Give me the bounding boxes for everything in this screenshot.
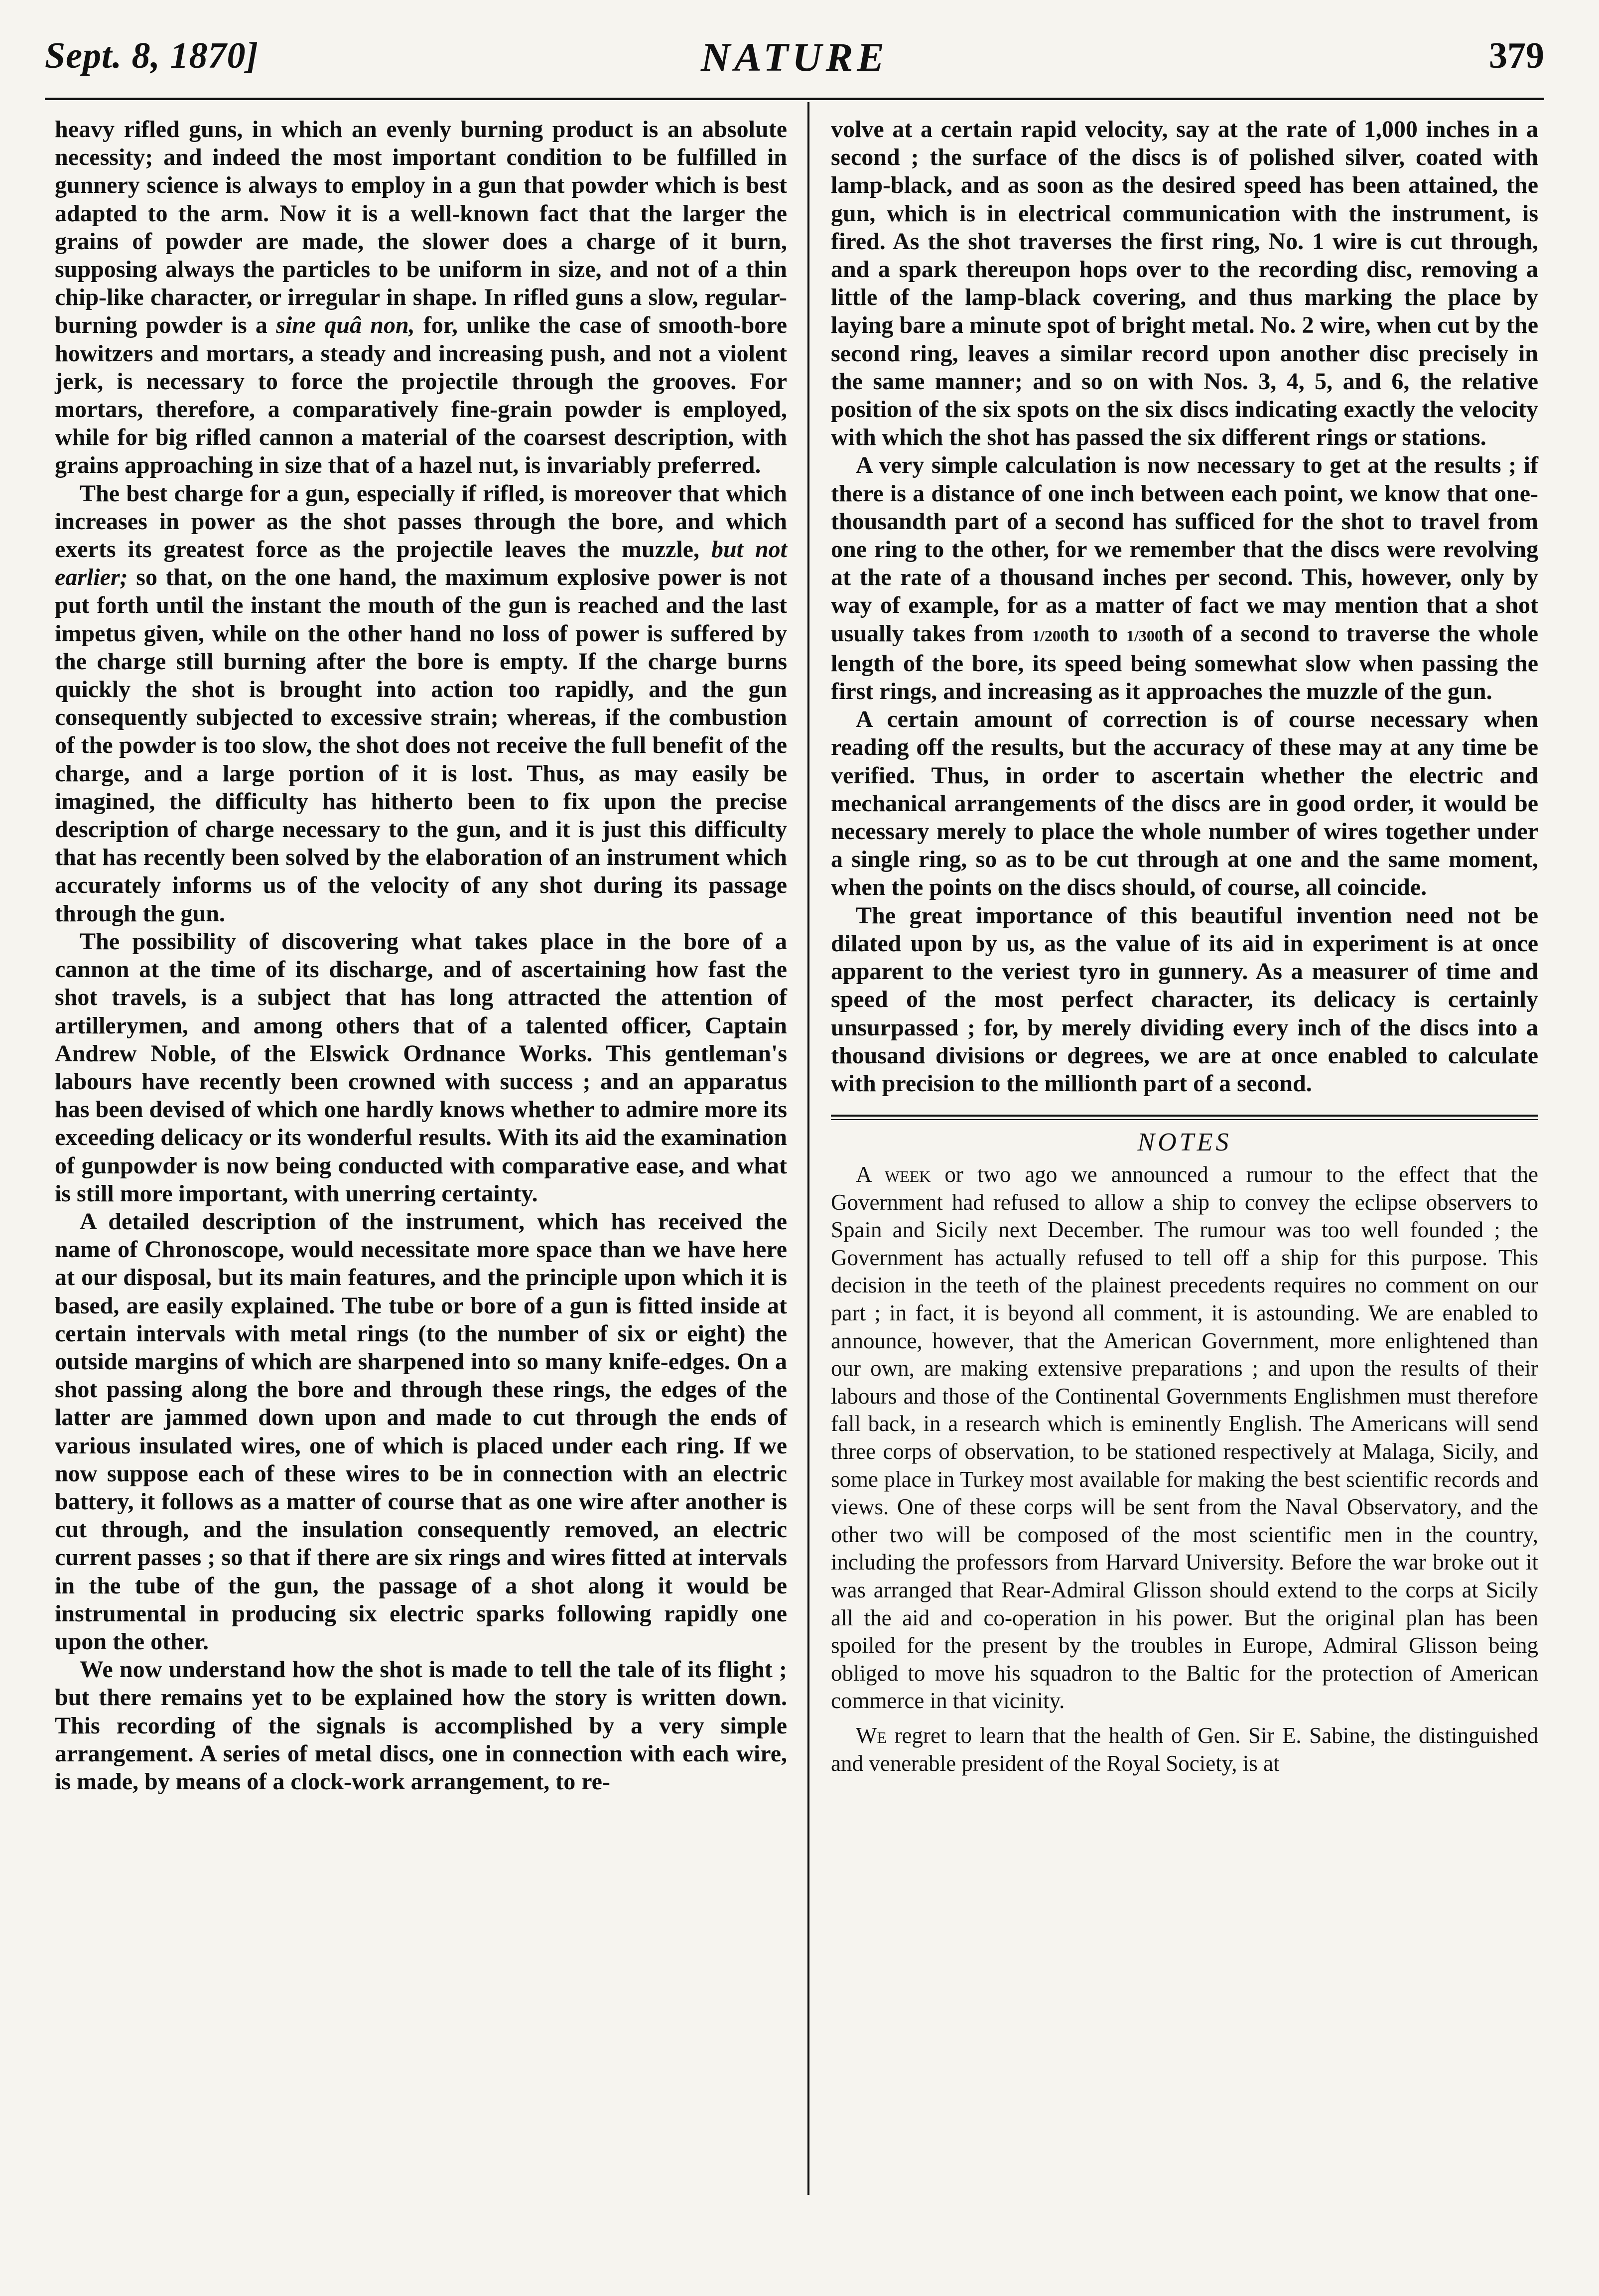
fraction: 1/300: [1126, 626, 1163, 645]
column-divider: [807, 102, 809, 2195]
paragraph: The great importance of this beautiful invention need not be dilated upon by us, as the value of its aid in experiment is at once apparent to the veriest tyro in gunnery. As a measurer of time and speed of the most perfect character, its delicacy is certainly unsurpassed ; for, by merely dividing every inch of the discs into a thousand divisions or degrees, we are at once enabled to calculate with precision to the millionth part of a second.: [831, 902, 1538, 1097]
paragraph: A certain amount of correction is of course necessary when reading off the results, but the accuracy of these may at any time be verified. Thus, in order to ascertain whether the electric and mechanical arrangements of the discs are in good order, it would be necessary merely to place the whole number of wires together under a single ring, so as to be cut through at one and the same moment, when the points on the discs should, of course, all coincide.: [831, 706, 1538, 901]
paragraph: The possibility of discovering what takes place in the bore of a cannon at the time of its discharge, and of ascertaining how fast the shot travels, is a subject that has long attracted the attention of artillerymen, and among others that of a talented officer, Captain Andrew Noble, of the Elswick Ordnance Works. This gentleman's labours have recently been crowned with success ; and an apparatus has been devised of which one hardly knows whether to admire more its exceeding delicacy or its wonderful results. With its aid the examination of gunpowder is now being conducted with comparative ease, and what is still more important, with unerring certainty.: [55, 928, 787, 1207]
issue-date: Sept. 8, 1870]: [45, 35, 259, 76]
paragraph: We now understand how the shot is made to tell the tale of its flight ; but there remains yet to be explained how the story is written down. This recording of the signals is accomplished by a very simple arrangement. A series of metal discs, one in connection with each wire, is made, by means of a clock-work arrangement, to re-: [55, 1656, 787, 1795]
right-column: [831, 116, 1538, 1777]
section-rule: [831, 1115, 1538, 1120]
header-rule: [45, 98, 1544, 100]
fraction: 1/200: [1032, 626, 1068, 645]
note-paragraph: We regret to learn that the health of Gen. Sir E. Sabine, the distinguished and venerable president of the Royal Society, is at: [831, 1722, 1538, 1776]
note-paragraph: A week or two ago we announced a rumour to the effect that the Government had refused to allow a ship to convey the eclipse observers to Spain and Sicily next December. The rumour was too well founded ; the Government has actually refused to tell off a ship for this purpose. This decision in the teeth of the plainest precedents requires no comment on our part ; in fact, it is beyond all comment, it is astounding. We are enabled to announce, however, that the American Government, more enlightened than our own, are making extensive preparations ; and upon the results of their labours and those of the Continental Governments Englishmen must therefore fall back, in a research which is eminently English. The Americans will send three corps of observation, to be stationed respectively at Malaga, Sicily, and some place in Turkey most available for making the best scientific records and views. One of these corps will be sent from the Naval Observatory, and the other two will be composed of the most scientific men in the country, including the professors from Harvard University. Before the war broke out it was arranged that Rear-Admiral Glisson should extend to the corps at Sicily all the aid and co-operation in his power. But the original plan has been spoiled for the present by the troubles in Europe, Admiral Glisson being obliged to move his squadron to the Baltic for the protection of American commerce in that vicinity.: [831, 1162, 1538, 1714]
notes-heading: NOTES: [1137, 1128, 1232, 1157]
paragraph: The best charge for a gun, especially if rifled, is moreover that which increases in power as the shot passes through the bore, and which exerts its greatest force as the projectile leaves the muzzle, but not earlier; so that, on the one hand, the maximum explosive power is not put forth until the instant the mouth of the gun is reached and the last impetus given, while on the other hand no loss of power is suffered by the charge still burning after the bore is empty. If the charge burns quickly the shot is brought into action too rapidly, and the gun consequently subjected to excessive strain; whereas, if the combustion of the powder is too slow, the shot does not receive the full benefit of the charge, and a large portion of it is lost. Thus, as may easily be imagined, the difficulty has hitherto been to fix upon the precise description of charge necessary to the gun, and it is just this difficulty that has recently been solved by the elaboration of an instrument which accurately informs us of the velocity of any shot during its passage through the gun.: [55, 480, 788, 927]
paragraph: A detailed description of the instrument, which has received the name of Chronoscope, would necessitate more space than we have here at our disposal, but its main features, and the principle upon which it is based, are easily explained. The tube or bore of a gun is fitted inside at certain intervals with metal rings (to the number of six or eight) the outside margins of which are sharpened into so many knife-edges. On a shot passing along the bore and through these rings, the edges of the latter are jammed down upon and made to cut through the ends of various insulated wires, one of which is placed under each ring. If we now suppose each of these wires to be in connection with an electric battery, it follows as a matter of course that as one wire after another is cut through, and the insulation consequently removed, an electric current passes ; so that if there are six rings and wires fitted at intervals in the tube of the gun, the passage of a shot along it would be instrumental in producing six electric sparks following rapidly one upon the other.: [55, 1208, 787, 1655]
notes-section: [831, 1127, 1538, 1777]
page-number: 379: [1489, 35, 1544, 76]
paragraph: A very simple calculation is now necessary to get at the results ; if there is a distance of one inch between each point, we know that one-thousandth part of a second has sufficed for the shot to travel from one ring to the other, for we remember that the discs were revolving at the rate of a thousand inches per second. This, however, only by way of example, for as a matter of fact we may mention that a shot usually takes from 1/200th to 1/300th of a second to traverse the whole length of the bore, its speed being somewhat slow when passing the first rings, and increasing as it approaches the muzzle of the gun.: [831, 452, 1538, 705]
left-column: [55, 116, 787, 1796]
paragraph: heavy rifled guns, in which an evenly burning product is an absolute necessity; and indeed the most important condition to be fulfilled in gunnery science is always to employ in a gun that powder which is best adapted to the arm. Now it is a well-known fact that the larger the grains of powder are made, the slower does a charge of it burn, supposing always the particles to be uniform in size, and not of a thin chip-like character, or irregular in shape. In rifled guns a slow, regular-burning powder is a sine quâ non, for, unlike the case of smooth-bore howitzers and mortars, a steady and increasing push, and not a violent jerk, is necessary to force the projectile through the grooves. For mortars, therefore, a comparatively fine-grain powder is employed, while for big rifled cannon a material of the coarsest description, with grains approaching in size that of a hazel nut, is invariably preferred.: [55, 116, 788, 479]
paragraph: volve at a certain rapid velocity, say at the rate of 1,000 inches in a second ; the surface of the discs is of polished silver, coated with lamp-black, and as soon as the desired speed has been attained, the gun, which is in electrical communication with the instrument, is fired. As the shot traverses the first ring, No. 1 wire is cut through, and a spark thereupon hops over to the recording disc, removing a little of the lamp-black covering, and thus marking the place by laying bare a minute spot of bright metal. No. 2 wire, when cut by the second ring, leaves a similar record upon another disc precisely in the same manner; and so on with Nos. 3, 4, 5, and 6, the relative position of the six spots on the six discs indicating exactly the velocity with which the shot has passed the six different rings or stations.: [831, 116, 1538, 451]
running-header: [45, 35, 1544, 90]
journal-title: NATURE: [700, 34, 889, 80]
